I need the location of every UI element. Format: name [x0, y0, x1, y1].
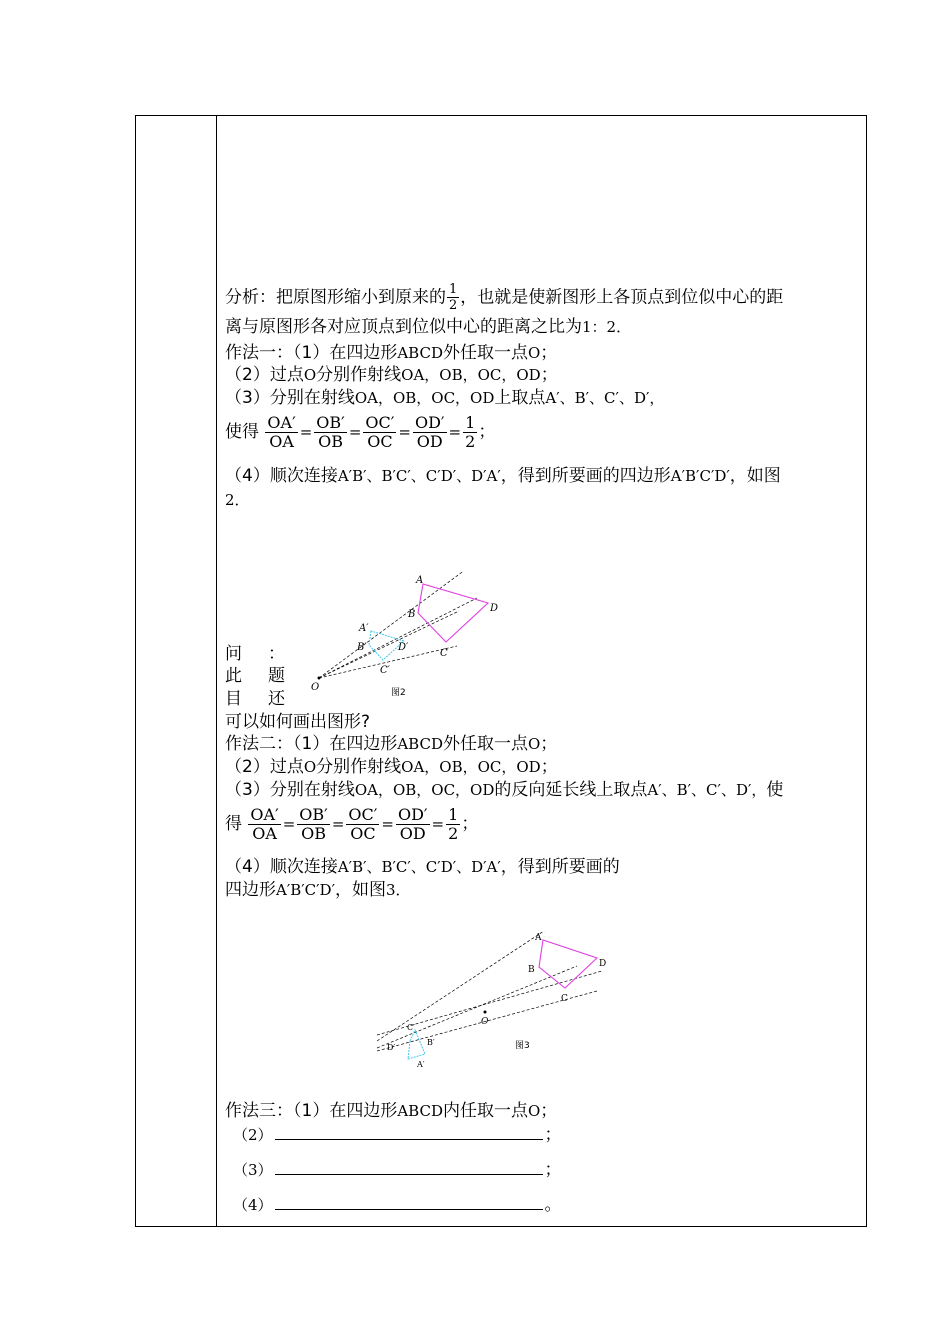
- fig2-caption: 图2: [391, 688, 406, 698]
- fig2-center-point: [318, 677, 321, 680]
- method3-step3: （3） ；: [233, 1160, 562, 1180]
- method1-ratio-equation: 使得 $\frac{OA'}{OA}$ = $\frac{OB'}{OB}$ = $\frac{OC'}{OC}$ = $\frac{OD'}{OD}$ = $\frac{1}{2}$ ；: [225, 412, 496, 451]
- method1-step4-cont: 2．: [225, 491, 250, 509]
- answer-blank-3[interactable]: [275, 1160, 543, 1175]
- question-line-2: 此 题: [225, 666, 285, 686]
- method3-step4: （4） 。: [233, 1195, 562, 1215]
- method2-step2: （2）过点O分别作射线OA，OB，OC，OD；: [225, 757, 558, 777]
- method2-step3: （3）分别在射线OA，OB，OC，OD的反向延长线上取点A′、B′、C′、D′，使: [225, 780, 784, 800]
- content-cell: [225, 116, 865, 1226]
- method1-step1: 作法一：（1）在四边形ABCD外任取一点O；: [225, 343, 558, 363]
- fig3-label-c: C: [561, 994, 568, 1004]
- question-line-3: 目 还: [225, 689, 285, 709]
- method2-ratio-equation: 得 $\frac{OA'}{OA}$ = $\frac{OB'}{OB}$ = $\frac{OC'}{OC}$ = $\frac{OD'}{OD}$ = $\frac{1}{2}$ ；: [225, 804, 479, 843]
- fig3-center-point: [484, 1011, 487, 1014]
- column-divider: [216, 116, 217, 1226]
- fig3-label-c-prime: C′: [407, 1023, 415, 1032]
- fig2-label-o: O: [311, 682, 320, 693]
- lesson-table: [135, 115, 867, 1227]
- figure-3: [377, 931, 627, 1071]
- fig2-label-a: A: [416, 575, 424, 586]
- fig3-label-d-prime: D′: [387, 1043, 396, 1052]
- method1-step3: （3）分别在射线OA，OB，OC，OD上取点A′、B′、C′、D′，: [225, 388, 665, 408]
- method3-step2: （2） ；: [233, 1125, 562, 1145]
- fig2-original-quad: [418, 584, 488, 642]
- fig2-rays: [319, 571, 477, 678]
- fig2-label-b: B: [408, 609, 416, 620]
- fig3-label-a: A: [535, 933, 542, 943]
- fig3-label-a-prime: A′: [417, 1060, 425, 1069]
- method2-step4: （4）顺次连接A′B′、B′C′、C′D′、D′A′，得到所要画的: [225, 857, 620, 877]
- analysis-line-1: 分析：把原图形缩小到原来的 $\frac{1}{2}$ ，也就是使新图形上各顶点到位似中心的距: [225, 282, 784, 313]
- fig3-label-o: O: [481, 1017, 489, 1027]
- method2-step1: 作法二：（1）在四边形ABCD外任取一点O；: [225, 734, 558, 754]
- answer-blank-2[interactable]: [275, 1125, 543, 1140]
- fig3-label-b: B: [528, 965, 535, 975]
- fig3-label-d: D: [599, 959, 607, 969]
- analysis-line-2: 离与原图形各对应顶点到位似中心的距离之比为1：2．: [225, 317, 632, 337]
- figure-2: [307, 571, 507, 711]
- fig2-label-d: D: [490, 603, 499, 614]
- fig2-label-a-prime: A′: [359, 623, 369, 634]
- fig2-label-d-prime: D′: [398, 642, 409, 653]
- fig3-rays: [377, 931, 602, 1051]
- answer-blank-4[interactable]: [275, 1195, 543, 1210]
- method3-step1: 作法三：（1）在四边形ABCD内任取一点O；: [225, 1101, 558, 1121]
- fig3-original-quad: [539, 940, 597, 988]
- fig2-label-c-prime: C′: [380, 665, 390, 676]
- method1-step4: （4）顺次连接A′B′、B′C′、C′D′、D′A′，得到所要画的四边形A′B′C′D′，如图: [225, 466, 781, 486]
- fig2-label-c: C: [440, 648, 448, 659]
- fig2-label-b-prime: B′: [357, 642, 367, 653]
- fig3-label-b-prime: B′: [427, 1038, 435, 1047]
- method2-step4-cont: 四边形A′B′C′D′，如图3．: [225, 880, 411, 900]
- fraction-one-half: $\frac{1}{2}$: [449, 282, 458, 313]
- question-line-1: 问 ：: [225, 644, 285, 664]
- method1-step2: （2）过点O分别作射线OA，OB，OC，OD；: [225, 365, 558, 385]
- question-line-4: 可以如何画出图形?: [225, 712, 371, 732]
- fig3-caption: 图3: [515, 1041, 530, 1051]
